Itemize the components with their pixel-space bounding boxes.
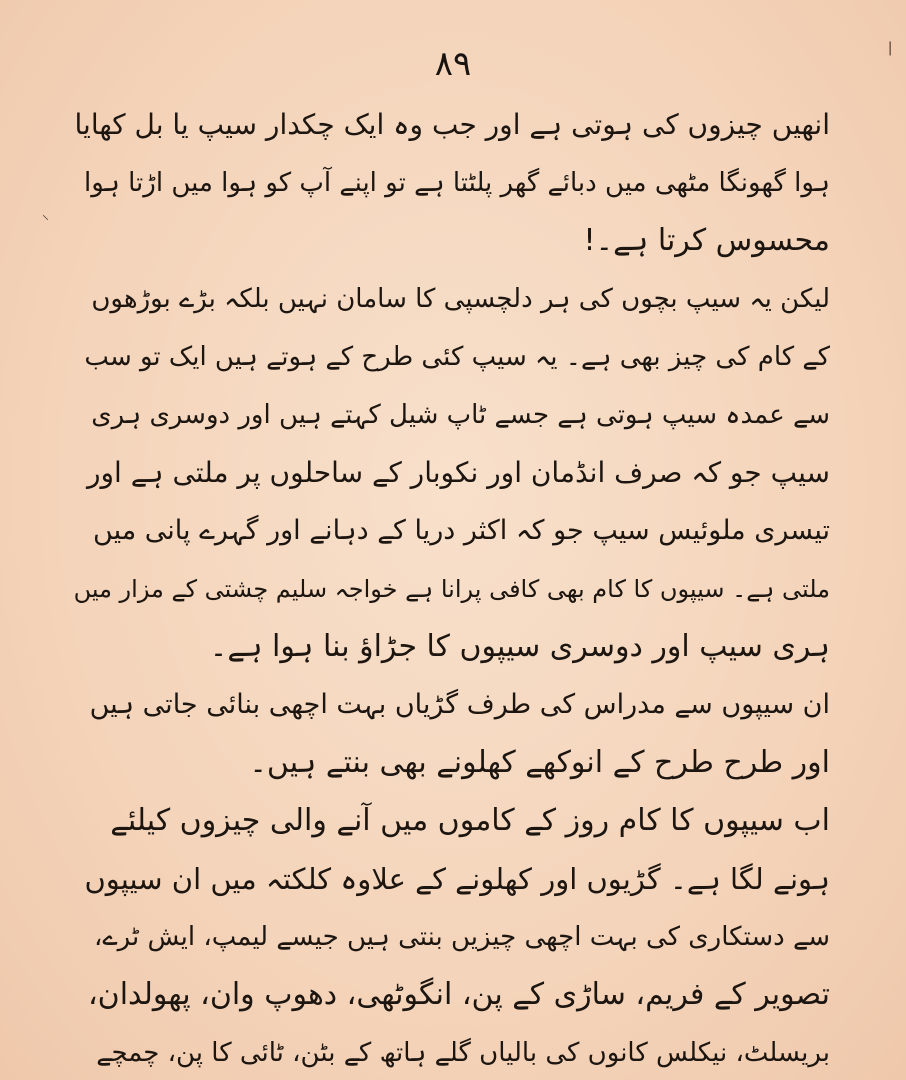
text-line: سے دستکاری کی بہت اچھی چیزیں بنتی ہیں جیسے لیمپ، ایش ٹرے،: [94, 922, 830, 952]
margin-mark: ⸜: [42, 207, 49, 223]
page-number: ۸۹: [434, 44, 472, 84]
text-line: اور طرح طرح کے انوکھے کھلونے بھی بنتے ہیں۔: [249, 745, 830, 780]
text-line: ہوا گھونگا مٹھی میں دبائے گھر پلٹتا ہے تو اپنے آپ کو ہوا میں اڑتا ہوا: [83, 168, 830, 198]
text-line: ہری سیپ اور دوسری سیپوں کا جڑاؤ بنا ہوا ہے۔: [209, 629, 830, 664]
text-line: ملتی ہے۔ سیپوں کا کام بھی کافی پرانا ہے خواجہ سلیم چشتی کے مزار میں: [73, 575, 830, 603]
text-line: اب سیپوں کا کام روز کے کاموں میں آنے والی چیزوں کیلئے: [110, 803, 830, 838]
text-line: ان سیپوں سے مدراس کی طرف گڑیاں بہت اچھی بنائی جاتی ہیں: [89, 689, 830, 720]
text-line: تیسری ملوئیس سیپ جو کہ اکثر دریا کے دہانے اور گہرے پانی میں: [93, 515, 830, 546]
text-line: بریسلٹ، نیکلس کانوں کی بالیاں گلے ہاتھ کے بٹن، ٹائی کا پن، چمچے: [96, 1038, 830, 1068]
text-line: سیپ جو کہ صرف انڈمان اور نکوبار کے ساحلوں پر ملتی ہے اور: [87, 456, 830, 489]
page-text: [70, 96, 830, 1080]
text-line: لیکن یہ سیپ بچوں کی ہر دلچسپی کا سامان نہیں بلکہ بڑے بوڑھوں: [91, 284, 830, 314]
text-line: محسوس کرتا ہے۔!: [583, 223, 830, 258]
text-line: کے کام کی چیز بھی ہے۔ یہ سیپ کئی طرح کے ہوتے ہیں ایک تو سب: [84, 342, 830, 372]
text-line: سے عمدہ سیپ ہوتی ہے جسے ٹاپ شیل کہتے ہیں اور دوسری ہری: [91, 400, 830, 430]
margin-mark: ❘: [884, 40, 896, 56]
text-line: انھیں چیزوں کی ہوتی ہے اور جب وہ ایک چکدار سیپ یا بل کھایا: [74, 108, 830, 141]
text-line: تصویر کے فریم، ساڑی کے پن، انگوٹھی، دھوپ وان، پھولدان،: [87, 977, 830, 1012]
text-line: ہونے لگا ہے۔ گڑیوں اور کھلونے کے علاوہ کلکتہ میں ان سیپوں: [84, 862, 830, 896]
